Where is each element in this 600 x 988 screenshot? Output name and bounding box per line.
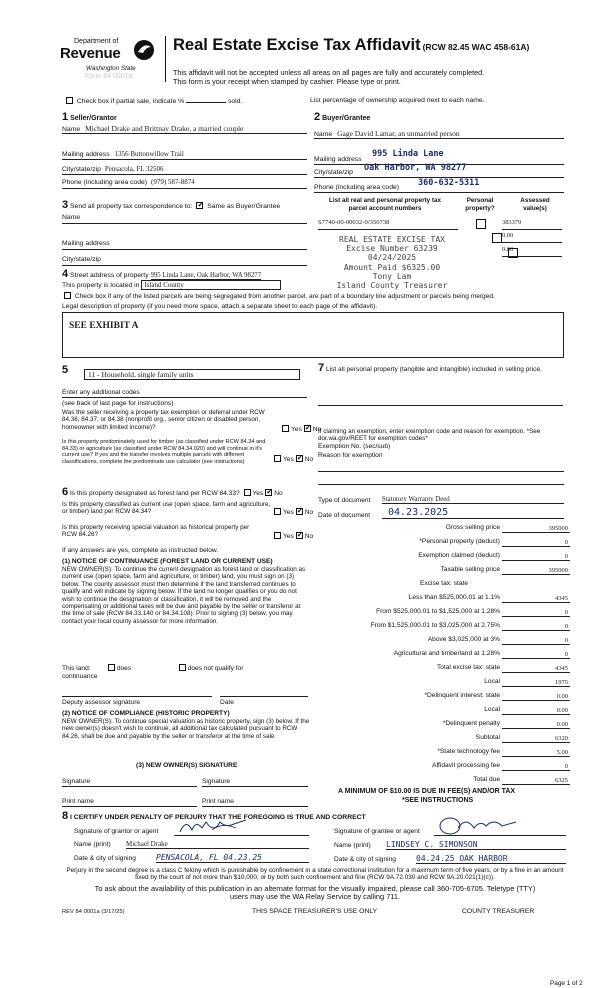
correspondence-mailing-label: Mailing address <box>62 240 110 247</box>
buyer-name-field[interactable]: Gage David Lamar, an unmarried person <box>337 129 460 138</box>
land-does-not-checkbox[interactable] <box>179 664 186 671</box>
assessed-value-2-text[interactable]: 0.00 <box>502 232 514 239</box>
amount-value[interactable]: 0.00 <box>502 693 570 701</box>
owner-print-line-2[interactable] <box>202 806 308 807</box>
amount-label: Local <box>484 678 500 685</box>
buyer-num: 2 <box>314 111 321 123</box>
same-as-buyer-label: Same as Buyer/Grantee <box>207 203 281 210</box>
grantee-name-row <box>334 838 566 850</box>
seller-mailing-label: Mailing address <box>62 151 110 158</box>
historic-no-label: No <box>304 533 314 540</box>
correspondence-name-row <box>62 214 307 224</box>
amount-value[interactable]: 0 <box>502 651 570 659</box>
amount-value[interactable]: 5.00 <box>502 749 570 757</box>
forest-question: Is this property designated as forest land per RCW 84.33? <box>69 490 240 497</box>
buyer-phone-label: Phone (including area code) <box>314 184 400 191</box>
county-treasurer-label: COUNTY TREASURER <box>462 908 535 915</box>
grantor-sig-label: Signature of grantor or agent <box>74 828 159 835</box>
additional-codes-label: Enter any additional codes <box>62 389 140 396</box>
if-yes-note: If any answers are yes, complete as instructed below. <box>62 547 219 554</box>
q2-yes-checkbox[interactable] <box>274 455 281 462</box>
section6-num: 6 <box>62 486 69 498</box>
assessed-value-2 <box>502 232 562 243</box>
parcel-row-1 <box>318 219 458 230</box>
header-notice-2: This form is your receipt when stamped by cashier. Please type or print. <box>173 77 401 86</box>
amount-label: From $1,525,000.01 to $3,025,000 at 2.75% <box>370 622 500 629</box>
q2-yes-no <box>272 455 313 463</box>
form-title <box>173 36 529 55</box>
historic-yes-label: Yes <box>283 533 294 540</box>
land-does-checkbox[interactable] <box>108 664 115 671</box>
owner-sig-line-1[interactable] <box>62 786 197 787</box>
amount-row <box>320 702 570 715</box>
grantee-date-label: Date & city of signing <box>334 856 396 863</box>
current-use-no-checkbox[interactable] <box>296 508 303 515</box>
q1-no-label: No <box>312 426 322 433</box>
owner-print-label-2: Print name <box>202 798 234 805</box>
legal-description-box[interactable] <box>62 312 564 358</box>
alt-format-notice: To ask about the availability of this publication in an alternate format for the visually impaired, please call 360-705-6705. Teletype (TTY) users may use the WA Relay Service by calling 711. <box>94 884 536 902</box>
section7-label: List all personal property (tangible and intangible) included in selling price. <box>325 366 542 373</box>
see-instructions-note: *SEE INSTRUCTIONS <box>402 797 474 804</box>
doc-date-field[interactable]: 04.23.2025 <box>382 507 564 519</box>
additional-codes-note: (see back of last page for instructions) <box>62 400 174 407</box>
stamp-line-4: Amount Paid $6325.00 <box>343 262 441 272</box>
reason-field-line-1[interactable] <box>318 471 564 472</box>
q2-no-label: No <box>304 456 314 463</box>
seller-city-row <box>62 165 307 175</box>
correspondence-heading <box>62 199 280 211</box>
correspondence-heading-text: Send all property tax correspondence to: <box>70 203 193 210</box>
amount-label: Exemption claimed (deduct) <box>418 552 500 559</box>
owner-sig-label-2: Signature <box>202 778 231 785</box>
buyer-heading <box>314 111 370 123</box>
title-text: Real Estate Excise Tax Affidavit <box>173 36 421 54</box>
amount-row <box>320 576 570 589</box>
amount-value[interactable]: 0 <box>502 637 570 645</box>
parcel-number-1[interactable]: S7740-00-00032-0/350738 <box>318 219 390 226</box>
historic-yes-checkbox[interactable] <box>274 532 281 539</box>
partial-sale-row <box>64 97 242 105</box>
boundary-checkbox[interactable] <box>64 292 71 299</box>
assessed-value-3 <box>502 246 562 257</box>
partial-sale-checkbox[interactable] <box>66 97 73 104</box>
additional-codes-row <box>62 389 307 398</box>
continuance-notice-title: (1) NOTICE OF CONTINUANCE (FOREST LAND OR CURRENT USE) <box>62 558 273 565</box>
grantee-sig-row <box>334 822 566 836</box>
seller-city-label: City/state/zip <box>62 166 101 173</box>
property-street-field[interactable]: 995 Linda Lane, Oak Harbor, WA 98277 <box>150 272 262 279</box>
exemption-deferral-question: Was the seller receiving a property tax exemption or deferral under RCW 84.36, 84.37, or 84.38 (nonprofit org., senior citizen or disabled person, homeowner with limited income)? <box>62 409 265 431</box>
personal-property-col-header: Personal property? <box>465 197 495 212</box>
seller-phone-row <box>62 178 307 189</box>
this-land-label: This land: <box>62 665 91 672</box>
doc-date-row <box>318 506 564 519</box>
seller-name-label: Name <box>62 126 81 133</box>
stamp-line-2: Excise Number 63239 <box>346 244 438 254</box>
excise-tax-stamp <box>318 235 466 290</box>
amount-label: From $525,000.01 to $1,525,000 at 1.28% <box>376 608 500 615</box>
correspondence-city-label: City/state/zip <box>62 256 101 263</box>
buyer-mailing-field[interactable]: 995 Linda Lane <box>372 149 444 159</box>
perjury-text: Perjury in the second degree is a class C felony which is punishable by confinement in a state correctional institution for a maximum term of five years, or by a fine in an amount fixed by the court of not more than $10,000, or by both such confinement and fine (RCW 9A.72.030 and RCW 9A.20.021(1)(c)). <box>66 867 564 882</box>
property-located-label: This property is located in <box>62 282 140 289</box>
legal-description-label: Legal description of property (if you need more space, attach a separate sheet to each page of the affidavit). <box>62 303 378 310</box>
deputy-date-label: Date <box>220 699 234 706</box>
amount-label: Total due <box>473 776 500 783</box>
amount-value[interactable]: 6325 <box>502 777 570 785</box>
land-does-not-label: does not qualify for <box>187 665 244 672</box>
correspondence-mailing-row <box>62 240 307 250</box>
amount-value[interactable]: 0 <box>502 553 570 561</box>
stamp-line-6: Island County Treasurer <box>336 281 448 291</box>
grantee-signature-image <box>432 814 522 836</box>
buyer-city-field[interactable]: Oak Harbor, WA 98277 <box>364 163 467 173</box>
certify-text: I CERTIFY UNDER PENALTY OF PERJURY THAT THE FOREGOING IS TRUE AND CORRECT <box>70 814 366 821</box>
legal-description-text: SEE EXHIBIT A <box>69 321 139 331</box>
perjury-statement <box>60 867 570 882</box>
amount-value[interactable]: 6320 <box>502 735 570 743</box>
correspondence-num: 3 <box>62 199 69 211</box>
current-use-yes-no <box>272 508 313 516</box>
amount-row <box>320 646 570 659</box>
property-located-row <box>62 280 281 290</box>
amount-label: Subtotal <box>475 734 500 741</box>
amount-row <box>320 548 570 561</box>
buyer-phone-field[interactable]: 360-632-5311 <box>418 178 480 188</box>
amount-label: Gross selling price <box>445 524 500 531</box>
dor-swoosh-icon <box>132 38 156 62</box>
grantee-name-field[interactable]: LINDSEY C. SIMONSON <box>386 840 566 850</box>
grantee-sig-label: Signature of grantee or agent <box>334 828 420 835</box>
q1-yes-label: Yes <box>291 426 302 433</box>
deputy-sig-line[interactable] <box>62 696 212 697</box>
dept-state: Washington State <box>86 65 136 72</box>
partial-sale-label: Check box if partial sale, indicate % <box>76 98 185 105</box>
correspondence-name-label: Name <box>62 214 81 221</box>
reason-row <box>318 452 564 459</box>
seller-phone-field[interactable]: (979) 587-8874 <box>150 178 195 186</box>
amount-value[interactable]: 4345 <box>502 665 570 673</box>
amount-label: Local <box>484 706 500 713</box>
dept-line1: Department of <box>74 38 119 45</box>
timber-question: Is this property predominately used for timber (as classified under RCW 84.34 and 84.33) or agriculture (as classified under RCW 84.34.020) and will continue in it's current use? If yes and the transfer involves multiple parcels with different classifications, complete the predominate use calculator (see instructions) <box>62 439 266 465</box>
amount-label: Affidavit processing fee <box>431 762 500 769</box>
land-use-code-field[interactable]: 11 - Household, single family units <box>84 369 300 380</box>
compliance-notice-title: (2) NOTICE OF COMPLIANCE (HISTORIC PROPERTY) <box>62 710 230 717</box>
correspondence-city-row <box>62 256 307 266</box>
amount-value[interactable]: 395000 <box>502 567 570 575</box>
amount-row <box>320 772 570 785</box>
amount-row <box>320 618 570 631</box>
partial-sale-label-post: sold. <box>227 98 243 105</box>
dept-brand: Revenue <box>60 45 121 62</box>
current-use-yes-label: Yes <box>283 509 294 516</box>
owner-sig-line-2[interactable] <box>202 786 308 787</box>
amount-value[interactable]: 4345 <box>502 595 570 603</box>
amount-label: Less than $525,000.01 at 1.1% <box>408 594 500 601</box>
amount-label: *Personal property (deduct) <box>419 538 500 545</box>
property-street-label: Street address of property <box>70 272 149 279</box>
amount-label: Agricultural and timberland at 1.28% <box>393 650 500 657</box>
amount-value[interactable]: 1975 <box>502 679 570 687</box>
amount-value[interactable]: 0 <box>502 539 570 547</box>
seller-city-field[interactable]: Pensacola, FL 32506 <box>104 165 164 173</box>
personal-property-field[interactable] <box>318 405 563 406</box>
minimum-fee-note: A MINIMUM OF $10.00 IS DUE IN FEE(S) AND/OR TAX <box>338 788 516 795</box>
buyer-city-row <box>314 163 564 178</box>
buyer-city-label: City/state/zip <box>314 169 353 176</box>
amount-value[interactable]: 0 <box>502 623 570 631</box>
stamp-line-3: 04/24/2025 <box>367 253 417 263</box>
buyer-heading-text: Buyer/Grantee <box>322 115 371 122</box>
current-use-no-label: No <box>304 509 314 516</box>
amount-label: *State technology fee <box>437 748 500 755</box>
amount-row <box>320 688 570 701</box>
current-use-question: Is this property classified as current use (open space, farm and agriculture, or timber) land per RCW 84.34? <box>62 501 271 516</box>
property-num: 4 <box>62 268 69 280</box>
amount-row <box>320 674 570 687</box>
forest-no-checkbox[interactable] <box>265 489 272 496</box>
personal-property-checkbox-1[interactable] <box>476 219 486 229</box>
seller-num: 1 <box>62 111 69 123</box>
seller-heading <box>62 111 117 123</box>
personal-property-checkbox-2[interactable] <box>492 233 502 243</box>
amount-row <box>320 590 570 603</box>
amount-row <box>320 758 570 771</box>
buyer-name-row <box>314 129 564 139</box>
grantor-signature-image <box>176 816 256 836</box>
doc-type-label: Type of document <box>318 497 371 504</box>
amount-value[interactable]: 0 <box>502 609 570 617</box>
forest-question-row <box>62 486 283 498</box>
ownership-pct-note: List percentage of ownership acquired next to each name. <box>310 97 485 104</box>
reason-field-line-2[interactable] <box>318 484 564 485</box>
historic-no-checkbox[interactable] <box>296 532 303 539</box>
seller-mailing-field[interactable]: 1356 Buttonwillow Trail <box>114 150 184 158</box>
q1-yes-no <box>280 425 321 433</box>
amount-label: Total excise tax: state <box>436 664 500 671</box>
header-divider <box>165 36 166 82</box>
continuance-notice-text: NEW OWNER(S): To continue the current designation as forest land or classification as current use (open space, farm and agriculture, or timber) land, you must sign on (3) below. The county assessor must then determine if the land transferred continues to qualify and will indicate by signing below. If the land no longer qualifies or you do not wish to continue the designation or classification, it will be removed and the compensating or additional taxes will be due and payable by the seller or transferor at the time of sale (RCW 84.33.140 or 84.34.108). Prior to signing (3) below, you may contact your local county assessor for more information. <box>62 566 306 625</box>
amount-row <box>320 730 570 743</box>
amount-value[interactable]: 0.00 <box>502 721 570 729</box>
grantor-date-label: Date & city of signing <box>74 855 136 862</box>
treasurer-use-only: THIS SPACE TREASURER'S USE ONLY <box>252 908 378 915</box>
section5-num: 5 <box>62 364 69 376</box>
title-rcw: (RCW 82.45 WAC 458-61A) <box>422 42 530 52</box>
q2-no-checkbox[interactable] <box>296 455 303 462</box>
amount-value[interactable]: 395000 <box>502 525 570 533</box>
assessed-col-header: Assessed value(s) <box>520 197 550 212</box>
header-notice-1: This affidavit will not be accepted unless all areas on all pages are fully and accurately completed. <box>173 68 485 77</box>
amount-label: Taxable selling price <box>440 566 500 573</box>
buyer-mailing-label: Mailing address <box>314 156 362 163</box>
amount-row <box>320 744 570 757</box>
stamp-line-1: REAL ESTATE EXCISE TAX <box>339 235 445 244</box>
seller-heading-text: Seller/Grantor <box>70 115 117 122</box>
amount-label: *Delinquent penalty <box>442 720 500 727</box>
doc-type-row <box>318 493 564 504</box>
seller-phone-label: Phone (including area code) <box>62 179 148 186</box>
grantor-sig-line[interactable] <box>174 822 309 836</box>
land-does-label: does <box>116 665 132 672</box>
grantee-date-field[interactable]: 04.24.25 OAK HARBOR <box>416 854 566 864</box>
boundary-label: Check box if any of the listed parcels are being segregated from another parcel, are part of a boundary line adjustment or parcels being merged. <box>74 293 495 300</box>
amount-label: Above $3,025,000 at 3% <box>427 636 500 643</box>
assessed-value-1-text[interactable]: 383379 <box>502 219 522 226</box>
reason-label: Reason for exemption <box>318 452 383 459</box>
page-number: Page 1 of 2 <box>550 980 583 987</box>
q2-yes-label: Yes <box>283 456 294 463</box>
continuance-label: continuance <box>62 673 98 680</box>
grantor-sig-row <box>74 820 309 836</box>
grantee-sig-line[interactable] <box>434 822 566 836</box>
forest-no-label: No <box>274 490 283 497</box>
owner-sig-label-1: Signature <box>62 778 91 785</box>
owner-print-line-1[interactable] <box>62 806 197 807</box>
forest-yes-checkbox[interactable] <box>244 489 251 496</box>
amount-value[interactable]: 0 <box>502 763 570 771</box>
form-id: Form 84 0001a <box>85 73 133 80</box>
amount-value[interactable]: 0.00 <box>502 707 570 715</box>
same-as-buyer-checkbox[interactable] <box>196 202 203 209</box>
property-located-field[interactable]: Island County <box>141 280 281 290</box>
partial-sale-pct-field[interactable] <box>186 102 226 103</box>
historic-question: Is this property receiving special valuation as historical property per RCW 84.26? <box>62 524 250 539</box>
section8-num: 8 <box>62 810 69 822</box>
parcel-col-header: List all real and personal property tax parcel account numbers <box>329 197 441 212</box>
dor-logo <box>60 38 160 80</box>
seller-name-field[interactable]: Michael Drake and Brittnay Drake, a married couple <box>85 124 244 133</box>
rev-number: REV 84 0001a (3/17/25) <box>62 909 125 915</box>
amount-row <box>320 562 570 575</box>
historic-yes-no <box>272 532 313 540</box>
grantor-date-row <box>74 850 309 863</box>
buyer-name-label: Name <box>314 131 333 138</box>
amount-row <box>320 604 570 617</box>
compliance-notice-text: NEW OWNER(S): To continue special valuation as historic property, sign (3) below. If the new owner(s) doesn't wish to continue, all additional tax calculated pursuant to RCW 84.26, shall be due and payable by the seller or transferor at the time of sale <box>62 718 310 740</box>
forest-yes-label: Yes <box>252 490 264 497</box>
section7-row <box>318 364 563 375</box>
seller-name-row <box>62 124 307 134</box>
stamp-line-5: Tony Lam <box>372 271 412 281</box>
grantee-name-label: Name (print) <box>334 842 371 849</box>
exemption-no-label: Exemption No. (sec/sub) <box>318 443 391 450</box>
this-land-row <box>62 664 243 672</box>
q1-yes-checkbox[interactable] <box>282 425 289 432</box>
section7-num: 7 <box>318 362 325 374</box>
grantor-name-row <box>74 838 309 849</box>
assessed-value-3-text[interactable]: 0.00 <box>502 246 514 253</box>
boundary-row <box>62 292 495 300</box>
owner-print-label-1: Print name <box>62 798 94 805</box>
amount-label: Excise tax: state <box>419 580 468 587</box>
grantor-date-field[interactable]: PENSACOLA, FL 04.23.25 <box>156 853 309 863</box>
deputy-sig-label: Deputy assessor signature <box>62 699 141 706</box>
amount-row <box>320 660 570 673</box>
grantor-name-label: Name (print) <box>74 841 111 848</box>
current-use-yes-checkbox[interactable] <box>274 508 281 515</box>
assessed-value-1 <box>502 219 562 230</box>
buyer-phone-row <box>314 178 564 193</box>
amount-row <box>320 534 570 547</box>
amount-row <box>320 716 570 729</box>
q1-no-checkbox[interactable] <box>304 425 311 432</box>
grantor-name-field[interactable]: Michael Drake <box>126 840 309 849</box>
exemption-claim-label: If claiming an exemption, enter exemption code and reason for exemption. *See dor.wa.gov/REET for exemption codes* <box>318 428 541 443</box>
exemption-no-row <box>318 443 564 450</box>
amount-row <box>320 520 570 533</box>
property-street-row <box>62 268 312 279</box>
grantee-date-row <box>334 851 566 864</box>
deputy-date-line[interactable] <box>220 696 308 697</box>
doc-date-label: Date of document <box>318 512 371 519</box>
doc-type-field[interactable]: Statutory Warranty Deed <box>382 496 564 504</box>
new-owner-sig-title: (3) NEW OWNER(S) SIGNATURE <box>136 762 238 769</box>
seller-mailing-row <box>62 150 307 160</box>
amount-label: *Delinquent interest: state <box>424 692 500 699</box>
amount-row <box>320 632 570 645</box>
